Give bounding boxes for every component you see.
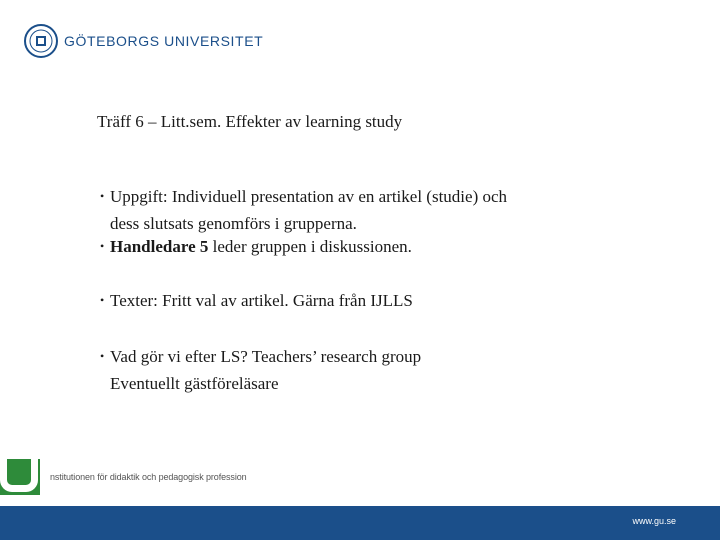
institution-logo-icon [0,459,40,495]
bullet-item [100,287,610,314]
slide-title: Träff 6 – Litt.sem. Effekter av learning study [97,112,403,131]
bullet-icon: • [100,349,105,363]
bullet-text: Uppgift: Individuell presentation av en artikel (studie) och [110,187,508,206]
bullet-item [100,183,610,237]
university-header [24,22,263,60]
bullet-bold-text: Handledare 5 [110,237,209,256]
university-name: GÖTEBORGS UNIVERSITET [64,33,264,49]
institution-name: nstitutionen för didaktik och pedagogisk profession [50,472,247,482]
bullet-text: leder gruppen i diskussionen. [208,237,412,256]
bullet-text: Vad gör vi efter LS? Teachers’ research group [110,347,422,366]
bullet-text-continued: Eventuellt gästföreläsare [110,374,279,393]
bullet-text-continued: dess slutsats genomförs i grupperna. [110,214,357,233]
bullet-item [100,233,610,260]
bullet-icon: • [100,239,105,253]
footer-bar [0,506,720,540]
bullet-icon: • [100,189,105,203]
university-seal-logo [24,24,58,58]
bullet-icon: • [100,293,105,307]
website-link[interactable]: www.gu.se [632,516,676,526]
bullet-item [100,343,610,397]
bullet-text: Texter: Fritt val av artikel. Gärna från IJLLS [110,291,413,310]
institution-banner [0,459,247,495]
